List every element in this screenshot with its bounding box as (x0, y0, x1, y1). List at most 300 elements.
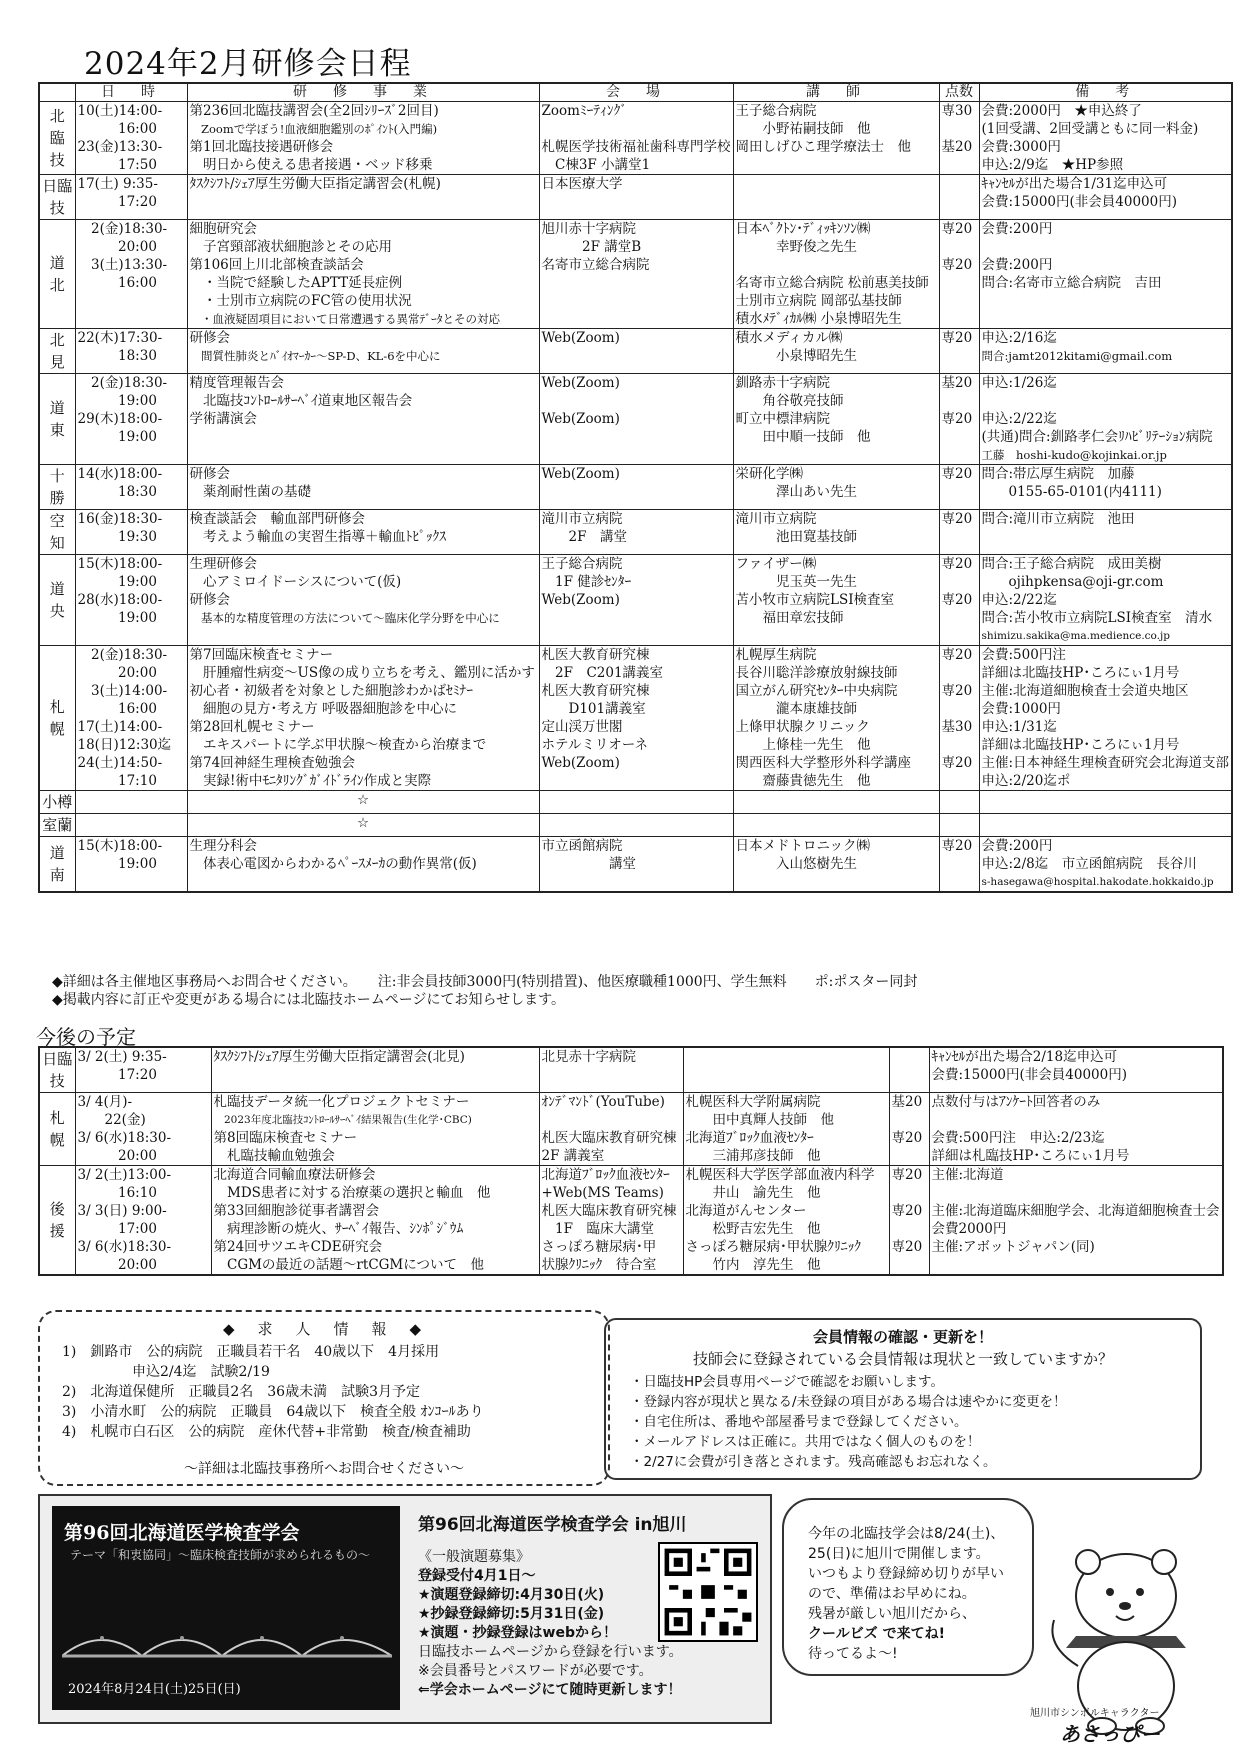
schedule-venue-line: 旭川赤十字病院 (541, 221, 636, 237)
schedule-lecturer-line: 日本メドトロニック㈱ (735, 838, 870, 854)
future-lecturer-line: さっぽろ糖尿病･甲状腺ｸﾘﾆｯｸ (685, 1239, 861, 1255)
schedule-row (39, 555, 1232, 646)
future-lecturer-line: 井山 諭先生 他 (685, 1185, 821, 1201)
schedule-lecturer-line: 国立がん研究ｾﾝﾀｰ中央病院 (735, 683, 898, 699)
jobs-box (38, 1310, 610, 1486)
bubble-line: いつもより登録締め切りが早い (808, 1566, 1004, 1582)
future-note-line: 詳細は札臨技HP･ころにぃ1月号 (931, 1148, 1130, 1164)
schedule-note-line (982, 310, 1230, 328)
future-note-line (932, 1256, 1220, 1274)
schedule-venue-line: 2F 講堂B (541, 239, 642, 255)
schedule-date-line: 2(金)18:30- (77, 647, 168, 663)
schedule-row (39, 465, 1232, 510)
schedule-note-cell (979, 329, 1232, 374)
schedule-points-cell (939, 175, 979, 220)
schedule-date-line: 16:00 (77, 275, 157, 291)
schedule-points-line: 専20 (941, 411, 973, 427)
schedule-note-line (982, 292, 1230, 310)
schedule-points-line (942, 873, 977, 891)
schedule-date-line: 16(金)18:30- (77, 511, 163, 527)
schedule-note-line (982, 528, 1230, 546)
schedule-lecturer-cell (733, 555, 939, 646)
schedule-points-cell (939, 329, 979, 374)
schedule-points-line: 専30 (941, 103, 973, 119)
schedule-event-cell (187, 814, 539, 837)
future-points-line (892, 1184, 927, 1202)
schedule-venue-line: 市立函館病院 (541, 838, 623, 854)
schedule-date-line: 3(土)14:00- (77, 683, 168, 699)
schedule-lecturer-line (736, 791, 937, 809)
schedule-lecturer-line (736, 256, 937, 274)
future-row (39, 1166, 1223, 1276)
schedule-date-line: 17:50 (77, 157, 157, 173)
future-venue-line: さっぽろ糖尿病･甲 (541, 1239, 657, 1255)
schedule-event-line: 初心者・初級者を対象とした細胞診わかばｾﾐﾅｰ (189, 683, 473, 699)
mascot-caption: 旭川市シンボルキャラクター (1030, 1708, 1160, 1719)
future-note-line: 主催:アボットジャパン(同) (931, 1239, 1095, 1255)
schedule-date-line: 19:00 (77, 856, 157, 872)
schedule-venue-cell (539, 102, 733, 175)
schedule-venue-cell (539, 814, 733, 837)
schedule-points-line (942, 428, 977, 446)
future-date-line: 22(金) (77, 1112, 146, 1128)
schedule-points-line (942, 274, 977, 292)
schedule-lecturer-line: 釧路赤十字病院 (735, 375, 830, 391)
schedule-lecturer-line: 上條甲状腺クリニック (735, 719, 870, 735)
schedule-event-line: Zoomで学ぼう!血液細胞鑑別のﾎﾟｲﾝﾄ(入門編) (189, 122, 438, 136)
schedule-note-line: 0155-65-0101(内4111) (981, 484, 1162, 500)
speech-bubble (782, 1498, 1034, 1676)
schedule-lecturer-cell (733, 814, 939, 837)
schedule-area-line: 南 (49, 866, 65, 884)
schedule-venue-line (542, 483, 731, 501)
schedule-note-cell (979, 646, 1232, 791)
schedule-points-line (942, 392, 977, 410)
schedule-points-cell (939, 837, 979, 893)
bubble-line: クールビズ で来てね! (808, 1626, 945, 1642)
schedule-lecturer-line: 積水メディカル㈱ (735, 330, 843, 346)
schedule-event-line: 考えよう輸血の実習生指導＋輸血ﾄﾋﾟｯｸｽ (189, 529, 446, 545)
schedule-note-line: 申込:2/22迄 (981, 411, 1057, 427)
schedule-lecturer-line: 士別市立病院 岡部弘基技師 (735, 293, 902, 309)
schedule-lecturer-line: 瀧本康雄技師 (735, 701, 857, 717)
schedule-note-line: 主催:日本神経生理検査研究会北海道支部 (981, 755, 1230, 771)
schedule-points-line (942, 446, 977, 464)
future-event-cell (211, 1166, 539, 1276)
schedule-note-line (982, 791, 1230, 809)
future-date-cell (75, 1093, 211, 1166)
schedule-points-line: 基30 (941, 719, 973, 735)
schedule-area-line: 技 (49, 199, 65, 217)
schedule-lecturer-line: 苫小牧市立病院LSI検査室 (735, 592, 895, 608)
header-event: 研 修 事 業 (187, 83, 539, 102)
schedule-area-line: 道 (49, 844, 65, 862)
schedule-event-line (190, 627, 537, 645)
schedule-date-line: 17(土)14:00- (77, 719, 163, 735)
future-venue-line: 1F 臨床大講堂 (541, 1221, 654, 1237)
schedule-event-cell (187, 465, 539, 510)
member-list (630, 1372, 1067, 1472)
schedule-date-line: 17(土) 9:35- (77, 176, 158, 192)
schedule-note-line (982, 392, 1230, 410)
event-line: ★演題登録締切:4月30日(火) (418, 1587, 605, 1603)
schedule-points-cell (939, 374, 979, 465)
schedule-lecturer-cell (733, 102, 939, 175)
schedule-event-line: 第74回神経生理検査勉強会 (189, 755, 356, 771)
schedule-date-cell (75, 329, 187, 374)
schedule-date-line: 19:00 (77, 574, 157, 590)
poster-title: 第96回北海道医学検査学会 (64, 1522, 300, 1544)
header-date: 日 時 (75, 83, 187, 102)
event-line: ※会員番号とパスワードが必要です。 (418, 1663, 653, 1679)
schedule-venue-line: 2F 講堂 (541, 529, 627, 545)
schedule-event-line: ・血液疑固項目において日常遭遇する異常ﾃﾞｰﾀとその対応 (189, 312, 500, 326)
future-event-cell (211, 1093, 539, 1166)
qr-code-icon[interactable] (658, 1542, 758, 1642)
future-lecturer-cell (683, 1047, 889, 1093)
schedule-event-cell (187, 220, 539, 329)
schedule-venue-line (542, 446, 731, 464)
member-title: 会員情報の確認・更新を！ (812, 1328, 993, 1346)
schedule-points-line: 専20 (941, 755, 973, 771)
schedule-note-line: 工藤 hoshi-kudo@kojinkai.or.jp (981, 448, 1167, 462)
future-lecturer-line: 竹内 淳先生 他 (685, 1257, 821, 1273)
schedule-note-line: 問合:名寄市立総合病院 吉田 (981, 275, 1162, 291)
schedule-points-line: 専20 (941, 592, 973, 608)
schedule-points-line (942, 347, 977, 365)
schedule-lecturer-line (736, 175, 937, 193)
schedule-event-line (190, 446, 537, 464)
schedule-date-line: 18:30 (77, 484, 157, 500)
future-venue-line: 北海道ﾌﾞﾛｯｸ血液ｾﾝﾀｰ (541, 1167, 670, 1183)
schedule-lecturer-line: 積水ﾒﾃﾞｨｶﾙ㈱ 小泉博昭先生 (735, 311, 902, 327)
schedule-lecturer-cell (733, 329, 939, 374)
schedule-note-line: s-hasegawa@hospital.hakodate.hokkaido.jp (981, 876, 1214, 888)
bubble-line: 25(日)に旭川で開催します。 (808, 1546, 990, 1562)
schedule-area-line: 道 (49, 254, 65, 272)
schedule-body (39, 102, 1232, 893)
future-note-line (932, 1111, 1220, 1129)
job-item: 2) 北海道保健所 正職員2名 36歳未満 試験3月予定 (62, 1384, 420, 1400)
schedule-date-cell (75, 837, 187, 893)
schedule-lecturer-line: 入山悠樹先生 (735, 856, 857, 872)
schedule-date-line: 28(水)18:00- (77, 592, 163, 608)
schedule-lecturer-cell (733, 791, 939, 814)
schedule-date-cell (75, 555, 187, 646)
schedule-note-line: 詳細は北臨技HP･ころにぃ1月号 (981, 737, 1180, 753)
schedule-note-cell (979, 102, 1232, 175)
future-venue-line: +Web(MS Teams) (541, 1185, 664, 1201)
future-lecturer-line: 田中真輝人技師 他 (685, 1112, 834, 1128)
future-points-line (892, 1256, 927, 1274)
schedule-lecturer-line: 齋藤貴徳先生 他 (735, 773, 871, 789)
future-points-line: 専20 (891, 1239, 923, 1255)
schedule-area-cell (39, 791, 75, 814)
schedule-venue-line: Web(Zoom) (541, 411, 620, 427)
schedule-event-line: 研修会 (189, 592, 230, 608)
schedule-date-line: 22(木)17:30- (77, 330, 163, 346)
schedule-lecturer-line: 児玉英一先生 (735, 574, 857, 590)
schedule-venue-line: Web(Zoom) (541, 592, 620, 608)
schedule-event-line: 明日から使える患者接遇・ベッド移乗 (189, 157, 433, 173)
schedule-points-line (942, 292, 977, 310)
schedule-points-cell (939, 220, 979, 329)
schedule-event-line: 検査談話会 輸血部門研修会 (189, 511, 365, 527)
schedule-event-line: 北臨技ｺﾝﾄﾛｰﾙｻｰﾍﾞｲ道東地区報告会 (189, 393, 413, 409)
schedule-lecturer-line: 王子総合病院 (735, 103, 817, 119)
future-date-line: 3/ 2(土) 9:35- (77, 1049, 167, 1065)
schedule-points-line (942, 627, 977, 645)
schedule-lecturer-line (736, 446, 937, 464)
schedule-points-line (942, 156, 977, 174)
future-points-line (892, 1066, 927, 1084)
bubble-line: 待ってるよ～! (808, 1646, 898, 1662)
schedule-venue-line: Web(Zoom) (541, 755, 620, 771)
schedule-row (39, 329, 1232, 374)
job-item: 4) 札幌市白石区 公的病院 産休代替+非常勤 検査/検査補助 (62, 1424, 471, 1440)
schedule-points-line (942, 528, 977, 546)
future-note-line: 主催:北海道臨床細胞学会、北海道細胞検査士会 (931, 1203, 1220, 1219)
schedule-row (39, 646, 1232, 791)
schedule-area-line: 臨 (49, 129, 65, 147)
header-notes: 備 考 (979, 83, 1232, 102)
schedule-date-cell (75, 814, 187, 837)
schedule-date-line (78, 310, 185, 328)
poster-date: 2024年8月24日(土)25日(日) (68, 1682, 241, 1697)
schedule-area-cell (39, 837, 75, 893)
schedule-event-cell (187, 646, 539, 791)
schedule-event-line: 肝腫瘤性病変～US像の成り立ちを考え、鑑別に活かす (189, 665, 535, 681)
schedule-date-line (78, 446, 185, 464)
schedule-points-line: 専20 (941, 330, 973, 346)
future-points-line: 基20 (891, 1094, 923, 1110)
event-line: 日臨技ホームページから登録を行います。 (418, 1644, 683, 1660)
schedule-venue-line: 札医大教育研究棟 (541, 683, 650, 699)
member-item: ・メールアドレスは正確に。共用ではなく個人のものを！ (630, 1434, 981, 1450)
schedule-points-line: 専20 (941, 838, 973, 854)
schedule-points-line: 専20 (941, 647, 973, 663)
future-points-line: 専20 (891, 1203, 923, 1219)
future-points-line (892, 1111, 927, 1129)
future-date-line: 3/ 6(水)18:30- (77, 1130, 172, 1146)
future-note-line: 点数付与はｱﾝｹｰﾄ回答者のみ (931, 1094, 1101, 1110)
schedule-area-cell (39, 814, 75, 837)
schedule-event-line: 学術講演会 (189, 411, 257, 427)
schedule-note-line: 申込:2/22迄 (981, 592, 1057, 608)
future-lecturer-line: 松野吉宏先生 他 (685, 1221, 821, 1237)
schedule-date-line (78, 814, 185, 832)
future-venue-cell (539, 1047, 683, 1093)
schedule-area-cell (39, 646, 75, 791)
schedule-event-line: 精度管理報告会 (189, 375, 284, 391)
future-venue-line (542, 1111, 681, 1129)
future-area-line: 技 (49, 1072, 65, 1090)
schedule-venue-cell (539, 555, 733, 646)
schedule-venue-line: Web(Zoom) (541, 375, 620, 391)
schedule-note-line: 会費:500円注 (981, 647, 1066, 663)
future-lecturer-line: 札幌医科大学附属病院 (685, 1094, 821, 1110)
schedule-note-line: 会費:200円 (981, 221, 1053, 237)
schedule-note-line: 問合:苫小牧市立病院LSI検査室 清水 (981, 610, 1213, 626)
schedule-event-cell (187, 555, 539, 646)
schedule-points-cell (939, 102, 979, 175)
schedule-date-line: 10(土)14:00- (77, 103, 163, 119)
future-event-line: 第33回細胞診従事者講習会 (213, 1203, 380, 1219)
schedule-note-line: 会費:200円 (981, 838, 1053, 854)
schedule-venue-line: 2F C201講義室 (541, 665, 664, 681)
schedule-lecturer-line: 角谷敬亮技師 (735, 393, 844, 409)
bridge-illustration (62, 1616, 392, 1664)
schedule-lecturer-line (736, 873, 937, 891)
member-item: ・登録内容が現状と異なる/未登録の項目がある場合は速やかに変更を！ (630, 1394, 1067, 1410)
schedule-date-line: 16:00 (77, 701, 157, 717)
schedule-lecturer-cell (733, 465, 939, 510)
schedule-venue-line: C棟3F 小講堂1 (541, 157, 651, 173)
schedule-lecturer-line (736, 156, 937, 174)
schedule-area-line: 札 (49, 698, 65, 716)
future-event-line: 札臨技輸血勉強会 (213, 1148, 335, 1164)
schedule-date-line: 20:00 (77, 239, 157, 255)
schedule-lecturer-line: 小泉博昭先生 (735, 348, 857, 364)
future-area-line: 幌 (49, 1131, 65, 1149)
schedule-area-line: 空 (49, 512, 65, 530)
schedule-points-line (942, 238, 977, 256)
schedule-note-line: 申込:2/20迄ポ (981, 773, 1071, 789)
schedule-row (39, 175, 1232, 220)
schedule-lecturer-line: 小野祐嗣技師 他 (735, 121, 871, 137)
future-points-cell (889, 1047, 929, 1093)
schedule-date-line: 16:00 (77, 121, 157, 137)
future-area-cell (39, 1093, 75, 1166)
future-date-cell (75, 1047, 211, 1093)
schedule-points-cell (939, 465, 979, 510)
schedule-points-cell (939, 555, 979, 646)
future-lecturer-line: 三浦邦彦技師 他 (685, 1148, 821, 1164)
note-line: ◆詳細は各主催地区事務局へお問合せください。 注:非会員技師3000円(特別措置)、他医療職種1000円、学生無料 ポ:ポスター同封 (52, 974, 918, 990)
schedule-venue-line: Web(Zoom) (541, 466, 620, 482)
future-venue-line: 札医大臨床教育研究棟 (541, 1203, 677, 1219)
schedule-date-line: 3(土)13:30- (77, 257, 168, 273)
future-event-line (214, 1066, 537, 1084)
schedule-points-line: 基20 (941, 139, 973, 155)
schedule-note-line: 会費:200円 (981, 257, 1053, 273)
schedule-points-cell (939, 510, 979, 555)
schedule-venue-line (542, 274, 731, 292)
schedule-venue-line (542, 392, 731, 410)
schedule-note-line: 会費:15000円(非会員40000円) (981, 194, 1177, 210)
schedule-event-cell (187, 102, 539, 175)
schedule-note-line: 申込:1/26迄 (981, 375, 1057, 391)
schedule-area-line: 日臨 (42, 177, 73, 195)
schedule-points-line: 専20 (941, 466, 973, 482)
schedule-event-cell (187, 837, 539, 893)
schedule-venue-line: 名寄市立総合病院 (541, 257, 650, 273)
future-date-line: 20:00 (77, 1148, 157, 1164)
schedule-date-line: 18(日)12:30迄 (77, 737, 172, 753)
bubble-line: 残暑が厳しい旭川だから、 (808, 1606, 976, 1622)
schedule-note-line: 申込:1/31迄 (981, 719, 1057, 735)
schedule-date-cell (75, 646, 187, 791)
future-event-line: 北海道合同輸血療法研修会 (213, 1167, 376, 1183)
schedule-venue-line (542, 791, 731, 809)
schedule-area-cell (39, 329, 75, 374)
schedule-area-line: 央 (49, 602, 65, 620)
schedule-points-cell (939, 791, 979, 814)
schedule-lecturer-line (736, 193, 937, 211)
schedule-venue-line (542, 120, 731, 138)
future-date-line: 17:20 (77, 1067, 157, 1083)
note-line: ◆掲載内容に訂正や変更がある場合には北臨技ホームページにてお知らせします。 (52, 992, 565, 1008)
schedule-venue-line (542, 873, 731, 891)
schedule-event-line: 間質性肺炎とﾊﾞｲｵﾏｰｶｰ～SP-D、KL-6を中心に (189, 349, 441, 363)
schedule-points-line (942, 609, 977, 627)
schedule-lecturer-cell (733, 175, 939, 220)
schedule-note-cell (979, 555, 1232, 646)
schedule-lecturer-line: 関西医科大学整形外科学講座 (735, 755, 911, 771)
future-venue-line (542, 1066, 681, 1084)
future-area-cell (39, 1047, 75, 1093)
event-line: 登録受付4月1日～ (418, 1568, 536, 1584)
schedule-area-cell (39, 220, 75, 329)
schedule-date-line: 17:10 (77, 773, 157, 789)
future-date-line: 16:10 (77, 1185, 157, 1201)
event-line: ⇐学会ホームページにて随時更新します！ (418, 1682, 682, 1698)
future-points-line (892, 1147, 927, 1165)
future-event-line: 札臨技データ統一化プロジェクトセミナー (213, 1094, 470, 1110)
event-title: 第96回北海道医学検査学会 in旭川 (418, 1515, 687, 1535)
schedule-date-line: 24(土)14:50- (77, 755, 163, 771)
schedule-date-line: 23(金)13:30- (77, 139, 163, 155)
schedule-points-line (942, 483, 977, 501)
future-note-line (932, 1184, 1220, 1202)
schedule-lecturer-cell (733, 837, 939, 893)
future-event-line: 病理診断の焼火、ｻｰﾍﾞｲ報告、ｼﾝﾎﾟｼﾞｳﾑ (213, 1221, 464, 1237)
schedule-note-line: 問合:滝川市立病院 池田 (981, 511, 1135, 527)
schedule-lecturer-line: 幸野俊之先生 (735, 239, 857, 255)
schedule-lecturer-line (736, 627, 937, 645)
future-date-line: 17:00 (77, 1221, 157, 1237)
future-area-line: 日臨 (42, 1050, 73, 1068)
schedule-event-cell (187, 510, 539, 555)
schedule-header-row (39, 83, 1232, 102)
schedule-venue-line: D101講義室 (541, 701, 646, 717)
schedule-date-line: 15(木)18:00- (77, 838, 163, 854)
future-date-line: 3/ 3(日) 9:00- (77, 1203, 167, 1219)
future-date-line: 3/ 4(月)- (77, 1094, 133, 1110)
future-date-line: 3/ 6(水)18:30- (77, 1239, 172, 1255)
conference-banner (38, 1494, 772, 1724)
schedule-note-line: 問合:王子総合病院 成田美樹 (981, 556, 1162, 572)
future-points-line: 専20 (891, 1130, 923, 1146)
schedule-event-line: 子宮頸部液状細胞診とその応用 (189, 239, 392, 255)
schedule-row (39, 510, 1232, 555)
schedule-table (38, 82, 1233, 893)
schedule-date-line (78, 627, 185, 645)
schedule-note-line: 申込:2/8迄 市立函館病院 長谷川 (981, 856, 1197, 872)
schedule-points-line: 専20 (941, 257, 973, 273)
future-lecturer-line: 北海道ﾌﾞﾛｯｸ血液ｾﾝﾀｰ (685, 1130, 814, 1146)
schedule-note-cell (979, 220, 1232, 329)
schedule-venue-cell (539, 837, 733, 893)
schedule-venue-cell (539, 374, 733, 465)
future-title: 今後の予定 (36, 1025, 136, 1049)
member-info-box (604, 1318, 1202, 1480)
future-area-cell (39, 1166, 75, 1276)
schedule-date-cell (75, 175, 187, 220)
schedule-points-line (942, 573, 977, 591)
header-lecturer: 講 師 (733, 83, 939, 102)
schedule-event-cell (187, 791, 539, 814)
